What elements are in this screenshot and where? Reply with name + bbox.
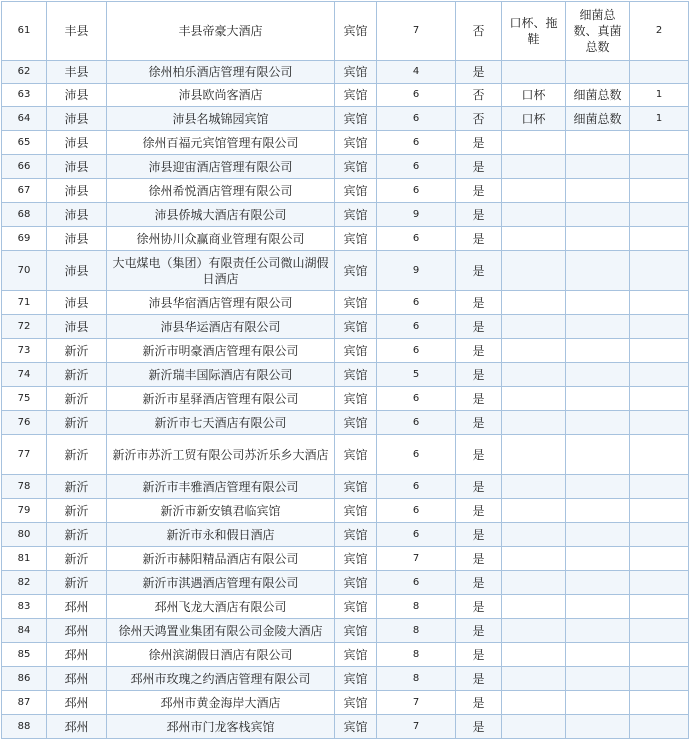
unqualified-indicator-cell bbox=[566, 291, 630, 315]
unqualified-count-cell bbox=[630, 523, 689, 547]
qualified-flag-cell: 是 bbox=[456, 547, 502, 571]
county-cell: 沛县 bbox=[47, 203, 107, 227]
hotel-name-cell: 新沂市永和假日酒店 bbox=[107, 523, 335, 547]
unqualified-indicator-cell bbox=[566, 523, 630, 547]
county-cell: 新沂 bbox=[47, 363, 107, 387]
sample-count-cell: 8 bbox=[377, 619, 456, 643]
county-cell: 邳州 bbox=[47, 595, 107, 619]
table-row bbox=[2, 315, 689, 339]
qualified-flag-cell: 是 bbox=[456, 155, 502, 179]
qualified-flag-cell: 是 bbox=[456, 619, 502, 643]
unqualified-count-cell bbox=[630, 291, 689, 315]
county-cell: 新沂 bbox=[47, 499, 107, 523]
county-cell: 邳州 bbox=[47, 691, 107, 715]
qualified-flag-cell: 是 bbox=[456, 411, 502, 435]
county-cell: 邳州 bbox=[47, 667, 107, 691]
sample-count-cell: 6 bbox=[377, 291, 456, 315]
category-cell: 宾馆 bbox=[335, 643, 377, 667]
row-number: 81 bbox=[2, 547, 47, 571]
unqualified-count-cell bbox=[630, 595, 689, 619]
unqualified-count-cell: 1 bbox=[630, 107, 689, 131]
row-number: 77 bbox=[2, 435, 47, 475]
category-cell: 宾馆 bbox=[335, 571, 377, 595]
table-row bbox=[2, 339, 689, 363]
sample-count-cell: 7 bbox=[377, 691, 456, 715]
row-number: 74 bbox=[2, 363, 47, 387]
sample-count-cell: 7 bbox=[377, 715, 456, 739]
category-cell: 宾馆 bbox=[335, 619, 377, 643]
unqualified-indicator-cell: 细菌总数 bbox=[566, 107, 630, 131]
row-number: 84 bbox=[2, 619, 47, 643]
unqualified-indicator-cell bbox=[566, 411, 630, 435]
row-number: 87 bbox=[2, 691, 47, 715]
table-row bbox=[2, 84, 689, 107]
county-cell: 沛县 bbox=[47, 179, 107, 203]
sample-count-cell: 6 bbox=[377, 523, 456, 547]
table-row bbox=[2, 619, 689, 643]
unqualified-count-cell bbox=[630, 475, 689, 499]
table-row bbox=[2, 131, 689, 155]
sample-count-cell: 8 bbox=[377, 643, 456, 667]
hotel-name-cell: 新沂市新安镇君临宾馆 bbox=[107, 499, 335, 523]
category-cell: 宾馆 bbox=[335, 547, 377, 571]
county-cell: 丰县 bbox=[47, 2, 107, 61]
category-cell: 宾馆 bbox=[335, 435, 377, 475]
sample-count-cell: 6 bbox=[377, 387, 456, 411]
unqualified-items-cell bbox=[502, 179, 566, 203]
sample-count-cell: 6 bbox=[377, 131, 456, 155]
unqualified-count-cell bbox=[630, 691, 689, 715]
unqualified-count-cell bbox=[630, 411, 689, 435]
hotel-name-cell: 新沂市赫阳精品酒店有限公司 bbox=[107, 547, 335, 571]
unqualified-items-cell: 口杯 bbox=[502, 107, 566, 131]
row-number: 76 bbox=[2, 411, 47, 435]
qualified-flag-cell: 是 bbox=[456, 339, 502, 363]
qualified-flag-cell: 是 bbox=[456, 179, 502, 203]
unqualified-indicator-cell bbox=[566, 667, 630, 691]
table-row bbox=[2, 475, 689, 499]
sample-count-cell: 6 bbox=[377, 411, 456, 435]
table-row bbox=[2, 715, 689, 739]
category-cell: 宾馆 bbox=[335, 411, 377, 435]
row-number: 86 bbox=[2, 667, 47, 691]
county-cell: 沛县 bbox=[47, 84, 107, 107]
hotel-name-cell: 邳州飞龙大酒店有限公司 bbox=[107, 595, 335, 619]
table-row bbox=[2, 203, 689, 227]
unqualified-items-cell: 口杯、拖鞋 bbox=[502, 2, 566, 61]
table-row bbox=[2, 61, 689, 84]
category-cell: 宾馆 bbox=[335, 691, 377, 715]
qualified-flag-cell: 是 bbox=[456, 715, 502, 739]
hotel-name-cell: 新沂市星驿酒店管理有限公司 bbox=[107, 387, 335, 411]
row-number: 63 bbox=[2, 84, 47, 107]
row-number: 88 bbox=[2, 715, 47, 739]
unqualified-count-cell bbox=[630, 227, 689, 251]
unqualified-indicator-cell bbox=[566, 619, 630, 643]
row-number: 78 bbox=[2, 475, 47, 499]
qualified-flag-cell: 是 bbox=[456, 499, 502, 523]
unqualified-count-cell bbox=[630, 571, 689, 595]
unqualified-items-cell bbox=[502, 227, 566, 251]
category-cell: 宾馆 bbox=[335, 499, 377, 523]
unqualified-items-cell bbox=[502, 571, 566, 595]
hotel-name-cell: 徐州天鸿置业集团有限公司金陵大酒店 bbox=[107, 619, 335, 643]
row-number: 73 bbox=[2, 339, 47, 363]
row-number: 72 bbox=[2, 315, 47, 339]
unqualified-items-cell bbox=[502, 643, 566, 667]
hotel-name-cell: 新沂市七天酒店有限公司 bbox=[107, 411, 335, 435]
unqualified-count-cell bbox=[630, 179, 689, 203]
qualified-flag-cell: 是 bbox=[456, 61, 502, 84]
sample-count-cell: 5 bbox=[377, 363, 456, 387]
sample-count-cell: 6 bbox=[377, 84, 456, 107]
unqualified-count-cell bbox=[630, 61, 689, 84]
qualified-flag-cell: 是 bbox=[456, 131, 502, 155]
category-cell: 宾馆 bbox=[335, 61, 377, 84]
category-cell: 宾馆 bbox=[335, 251, 377, 291]
row-number: 66 bbox=[2, 155, 47, 179]
qualified-flag-cell: 否 bbox=[456, 2, 502, 61]
category-cell: 宾馆 bbox=[335, 179, 377, 203]
sample-count-cell: 7 bbox=[377, 2, 456, 61]
table-row bbox=[2, 643, 689, 667]
category-cell: 宾馆 bbox=[335, 84, 377, 107]
county-cell: 沛县 bbox=[47, 227, 107, 251]
row-number: 83 bbox=[2, 595, 47, 619]
unqualified-items-cell bbox=[502, 523, 566, 547]
qualified-flag-cell: 是 bbox=[456, 387, 502, 411]
unqualified-indicator-cell bbox=[566, 643, 630, 667]
category-cell: 宾馆 bbox=[335, 315, 377, 339]
hotel-name-cell: 徐州滨湖假日酒店有限公司 bbox=[107, 643, 335, 667]
sample-count-cell: 4 bbox=[377, 61, 456, 84]
category-cell: 宾馆 bbox=[335, 291, 377, 315]
county-cell: 沛县 bbox=[47, 315, 107, 339]
qualified-flag-cell: 否 bbox=[456, 84, 502, 107]
category-cell: 宾馆 bbox=[335, 2, 377, 61]
row-number: 69 bbox=[2, 227, 47, 251]
table-row bbox=[2, 571, 689, 595]
qualified-flag-cell: 是 bbox=[456, 435, 502, 475]
unqualified-items-cell bbox=[502, 595, 566, 619]
qualified-flag-cell: 是 bbox=[456, 227, 502, 251]
row-number: 64 bbox=[2, 107, 47, 131]
row-number: 61 bbox=[2, 2, 47, 61]
table-row bbox=[2, 251, 689, 291]
unqualified-count-cell bbox=[630, 339, 689, 363]
county-cell: 沛县 bbox=[47, 155, 107, 179]
category-cell: 宾馆 bbox=[335, 203, 377, 227]
table-row bbox=[2, 363, 689, 387]
sample-count-cell: 6 bbox=[377, 499, 456, 523]
qualified-flag-cell: 否 bbox=[456, 107, 502, 131]
county-cell: 沛县 bbox=[47, 251, 107, 291]
table-row bbox=[2, 411, 689, 435]
unqualified-indicator-cell bbox=[566, 339, 630, 363]
unqualified-items-cell bbox=[502, 315, 566, 339]
unqualified-indicator-cell bbox=[566, 179, 630, 203]
unqualified-items-cell bbox=[502, 715, 566, 739]
row-number: 75 bbox=[2, 387, 47, 411]
row-number: 68 bbox=[2, 203, 47, 227]
unqualified-indicator-cell bbox=[566, 387, 630, 411]
county-cell: 新沂 bbox=[47, 435, 107, 475]
hotel-name-cell: 徐州柏乐酒店管理有限公司 bbox=[107, 61, 335, 84]
row-number: 80 bbox=[2, 523, 47, 547]
sample-count-cell: 9 bbox=[377, 251, 456, 291]
row-number: 70 bbox=[2, 251, 47, 291]
unqualified-count-cell bbox=[630, 499, 689, 523]
unqualified-indicator-cell bbox=[566, 131, 630, 155]
qualified-flag-cell: 是 bbox=[456, 291, 502, 315]
unqualified-indicator-cell bbox=[566, 571, 630, 595]
unqualified-items-cell bbox=[502, 435, 566, 475]
table-row bbox=[2, 667, 689, 691]
unqualified-items-cell bbox=[502, 411, 566, 435]
qualified-flag-cell: 是 bbox=[456, 595, 502, 619]
county-cell: 新沂 bbox=[47, 547, 107, 571]
table-row bbox=[2, 435, 689, 475]
county-cell: 沛县 bbox=[47, 107, 107, 131]
sample-count-cell: 6 bbox=[377, 179, 456, 203]
table-row bbox=[2, 107, 689, 131]
unqualified-count-cell bbox=[630, 387, 689, 411]
hotel-name-cell: 大屯煤电（集团）有限责任公司微山湖假日酒店 bbox=[107, 251, 335, 291]
category-cell: 宾馆 bbox=[335, 131, 377, 155]
unqualified-items-cell bbox=[502, 363, 566, 387]
sample-count-cell: 8 bbox=[377, 667, 456, 691]
hotel-name-cell: 徐州协川众赢商业管理有限公司 bbox=[107, 227, 335, 251]
unqualified-indicator-cell bbox=[566, 251, 630, 291]
sample-count-cell: 7 bbox=[377, 547, 456, 571]
table-row bbox=[2, 499, 689, 523]
sample-count-cell: 6 bbox=[377, 435, 456, 475]
county-cell: 新沂 bbox=[47, 475, 107, 499]
unqualified-indicator-cell bbox=[566, 227, 630, 251]
county-cell: 新沂 bbox=[47, 387, 107, 411]
county-cell: 沛县 bbox=[47, 291, 107, 315]
qualified-flag-cell: 是 bbox=[456, 571, 502, 595]
unqualified-indicator-cell bbox=[566, 691, 630, 715]
unqualified-items-cell bbox=[502, 339, 566, 363]
category-cell: 宾馆 bbox=[335, 595, 377, 619]
hotel-name-cell: 新沂瑞丰国际酒店有限公司 bbox=[107, 363, 335, 387]
unqualified-items-cell bbox=[502, 203, 566, 227]
unqualified-indicator-cell bbox=[566, 315, 630, 339]
hotel-name-cell: 沛县名城锦园宾馆 bbox=[107, 107, 335, 131]
unqualified-count-cell bbox=[630, 715, 689, 739]
unqualified-count-cell bbox=[630, 131, 689, 155]
unqualified-items-cell bbox=[502, 547, 566, 571]
table-row bbox=[2, 595, 689, 619]
sample-count-cell: 6 bbox=[377, 339, 456, 363]
hotel-name-cell: 新沂市明豪酒店管理有限公司 bbox=[107, 339, 335, 363]
qualified-flag-cell: 是 bbox=[456, 643, 502, 667]
table-row bbox=[2, 691, 689, 715]
category-cell: 宾馆 bbox=[335, 387, 377, 411]
qualified-flag-cell: 是 bbox=[456, 523, 502, 547]
sample-count-cell: 6 bbox=[377, 475, 456, 499]
hotel-name-cell: 沛县迎宙酒店管理有限公司 bbox=[107, 155, 335, 179]
county-cell: 新沂 bbox=[47, 523, 107, 547]
county-cell: 丰县 bbox=[47, 61, 107, 84]
qualified-flag-cell: 是 bbox=[456, 251, 502, 291]
category-cell: 宾馆 bbox=[335, 339, 377, 363]
unqualified-count-cell bbox=[630, 363, 689, 387]
unqualified-indicator-cell bbox=[566, 475, 630, 499]
qualified-flag-cell: 是 bbox=[456, 363, 502, 387]
hotel-name-cell: 徐州希悦酒店管理有限公司 bbox=[107, 179, 335, 203]
unqualified-indicator-cell bbox=[566, 203, 630, 227]
qualified-flag-cell: 是 bbox=[456, 203, 502, 227]
table-row bbox=[2, 547, 689, 571]
hotel-name-cell: 邳州市门龙客栈宾馆 bbox=[107, 715, 335, 739]
hotel-name-cell: 邳州市玫瑰之约酒店管理有限公司 bbox=[107, 667, 335, 691]
category-cell: 宾馆 bbox=[335, 363, 377, 387]
unqualified-indicator-cell bbox=[566, 595, 630, 619]
county-cell: 沛县 bbox=[47, 131, 107, 155]
inspection-table bbox=[1, 1, 689, 739]
unqualified-items-cell bbox=[502, 691, 566, 715]
hotel-name-cell: 新沂市淇遇酒店管理有限公司 bbox=[107, 571, 335, 595]
hotel-name-cell: 新沂市苏沂工贸有限公司苏沂乐乡大酒店 bbox=[107, 435, 335, 475]
unqualified-count-cell bbox=[630, 155, 689, 179]
row-number: 71 bbox=[2, 291, 47, 315]
unqualified-items-cell bbox=[502, 499, 566, 523]
unqualified-items-cell bbox=[502, 291, 566, 315]
category-cell: 宾馆 bbox=[335, 523, 377, 547]
sample-count-cell: 6 bbox=[377, 315, 456, 339]
county-cell: 邳州 bbox=[47, 715, 107, 739]
category-cell: 宾馆 bbox=[335, 227, 377, 251]
qualified-flag-cell: 是 bbox=[456, 667, 502, 691]
unqualified-items-cell bbox=[502, 131, 566, 155]
unqualified-count-cell bbox=[630, 203, 689, 227]
category-cell: 宾馆 bbox=[335, 475, 377, 499]
county-cell: 邳州 bbox=[47, 643, 107, 667]
hotel-name-cell: 沛县华运酒店有限公司 bbox=[107, 315, 335, 339]
row-number: 85 bbox=[2, 643, 47, 667]
unqualified-count-cell bbox=[630, 667, 689, 691]
category-cell: 宾馆 bbox=[335, 715, 377, 739]
county-cell: 邳州 bbox=[47, 619, 107, 643]
unqualified-items-cell bbox=[502, 667, 566, 691]
unqualified-count-cell bbox=[630, 643, 689, 667]
qualified-flag-cell: 是 bbox=[456, 315, 502, 339]
unqualified-count-cell bbox=[630, 435, 689, 475]
category-cell: 宾馆 bbox=[335, 107, 377, 131]
unqualified-items-cell bbox=[502, 387, 566, 411]
table-row bbox=[2, 155, 689, 179]
row-number: 79 bbox=[2, 499, 47, 523]
sample-count-cell: 9 bbox=[377, 203, 456, 227]
county-cell: 新沂 bbox=[47, 411, 107, 435]
unqualified-indicator-cell: 细菌总数 bbox=[566, 84, 630, 107]
unqualified-indicator-cell bbox=[566, 547, 630, 571]
table-row bbox=[2, 387, 689, 411]
hotel-name-cell: 徐州百福元宾馆管理有限公司 bbox=[107, 131, 335, 155]
unqualified-indicator-cell bbox=[566, 499, 630, 523]
unqualified-indicator-cell bbox=[566, 363, 630, 387]
hotel-name-cell: 丰县帝豪大酒店 bbox=[107, 2, 335, 61]
table-row bbox=[2, 179, 689, 203]
unqualified-indicator-cell bbox=[566, 435, 630, 475]
sample-count-cell: 6 bbox=[377, 107, 456, 131]
row-number: 82 bbox=[2, 571, 47, 595]
unqualified-count-cell: 1 bbox=[630, 84, 689, 107]
table-row bbox=[2, 227, 689, 251]
hotel-name-cell: 沛县欧尚客酒店 bbox=[107, 84, 335, 107]
qualified-flag-cell: 是 bbox=[456, 475, 502, 499]
county-cell: 新沂 bbox=[47, 339, 107, 363]
hotel-name-cell: 沛县侨城大酒店有限公司 bbox=[107, 203, 335, 227]
unqualified-items-cell bbox=[502, 155, 566, 179]
row-number: 62 bbox=[2, 61, 47, 84]
unqualified-indicator-cell bbox=[566, 715, 630, 739]
sample-count-cell: 6 bbox=[377, 155, 456, 179]
table-row bbox=[2, 523, 689, 547]
row-number: 67 bbox=[2, 179, 47, 203]
row-number: 65 bbox=[2, 131, 47, 155]
unqualified-count-cell bbox=[630, 251, 689, 291]
unqualified-indicator-cell bbox=[566, 61, 630, 84]
qualified-flag-cell: 是 bbox=[456, 691, 502, 715]
unqualified-count-cell bbox=[630, 619, 689, 643]
hotel-name-cell: 邳州市黄金海岸大酒店 bbox=[107, 691, 335, 715]
unqualified-items-cell bbox=[502, 61, 566, 84]
unqualified-items-cell bbox=[502, 251, 566, 291]
unqualified-items-cell bbox=[502, 475, 566, 499]
hotel-name-cell: 沛县华宿酒店管理有限公司 bbox=[107, 291, 335, 315]
unqualified-items-cell: 口杯 bbox=[502, 84, 566, 107]
unqualified-count-cell bbox=[630, 315, 689, 339]
unqualified-count-cell: 2 bbox=[630, 2, 689, 61]
category-cell: 宾馆 bbox=[335, 155, 377, 179]
sample-count-cell: 6 bbox=[377, 571, 456, 595]
county-cell: 新沂 bbox=[47, 571, 107, 595]
table-row bbox=[2, 291, 689, 315]
unqualified-count-cell bbox=[630, 547, 689, 571]
sample-count-cell: 6 bbox=[377, 227, 456, 251]
table-row bbox=[2, 2, 689, 61]
category-cell: 宾馆 bbox=[335, 667, 377, 691]
unqualified-indicator-cell: 细菌总数、真菌总数 bbox=[566, 2, 630, 61]
unqualified-items-cell bbox=[502, 619, 566, 643]
unqualified-indicator-cell bbox=[566, 155, 630, 179]
hotel-name-cell: 新沂市丰雅酒店管理有限公司 bbox=[107, 475, 335, 499]
sample-count-cell: 8 bbox=[377, 595, 456, 619]
